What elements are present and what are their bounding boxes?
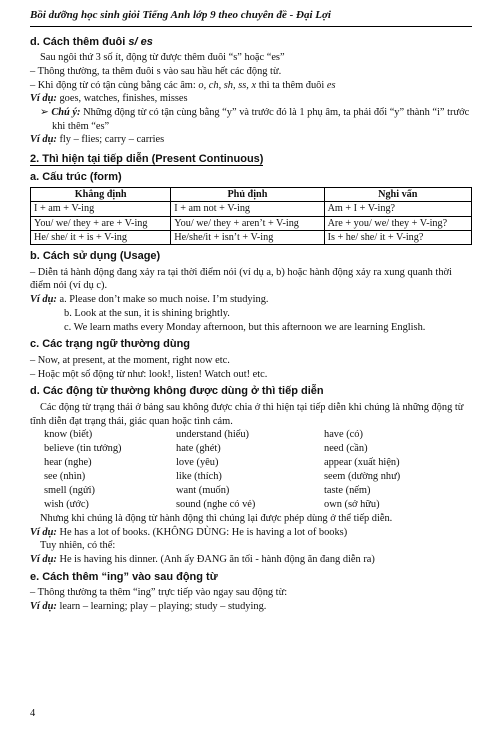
table-row: You/ we/ they + are + V-ing You/ we/ they + aren’t + V-ing Are + you/ we/ they + V-ing? <box>31 216 472 230</box>
example-2: Ví dụ: fly – flies; carry – carries <box>30 134 165 146</box>
adverbs-line-1: – Now, at present, at the moment, right now etc. <box>30 354 230 366</box>
table-row: know (biết) understand (hiểu) have (có) <box>44 429 363 441</box>
section-2-title: 2. Thì hiện tại tiếp diễn (Present Continuous) <box>30 153 264 166</box>
section-d-intro: Sau ngôi thứ 3 số ít, động từ được thêm đuôi “s” hoặc “es” <box>40 52 285 64</box>
ing-title: e. Cách thêm “ing” vào sau động từ <box>30 570 218 583</box>
example-4: Ví dụ: He is having his dinner. (Anh ấy ĐANG ăn tối - hành động ăn đang diễn ra) <box>30 554 375 566</box>
table-row: smell (ngửi) want (muốn) taste (nếm) <box>44 485 371 497</box>
example-5: Ví dụ: learn – learning; play – playing; study – studying. <box>30 601 267 613</box>
stative-verbs-intro: Các động từ trạng thái ở bảng sau không được chia ở thì hiện tại tiếp diễn khi chúng là những động từ tĩnh diễn đạt trạng thái, giác quan hoặc tình cảm. <box>30 401 464 427</box>
adverbs-line-2: – Hoặc một số động từ như: look!, listen! Watch out! etc. <box>30 368 268 380</box>
form-title: a. Cấu trúc (form) <box>30 170 122 183</box>
usage-example-a: Ví dụ: a. Please don’t make so much noise. I’m studying. <box>30 294 269 306</box>
arrow-icon: ➢ <box>40 106 52 118</box>
adverbs-title: c. Các trạng ngữ thường dùng <box>30 338 191 351</box>
stative-verbs-table <box>44 428 400 512</box>
section-d-title: d. Cách thêm đuôi s/ es <box>30 35 153 48</box>
stative-verbs-title: d. Các động từ thường không được dùng ở thì tiếp diễn <box>30 385 324 398</box>
table-row: wish (ước) sound (nghe có vẻ) own (sở hữu) <box>44 499 380 511</box>
usage-title: b. Cách sử dụng (Usage) <box>30 250 161 263</box>
section-d-rule-2: – Khi động từ có tận cùng bằng các âm: o, ch, sh, ss, x thì ta thêm đuôi es <box>30 79 336 91</box>
usage-example-c: c. We learn maths every Monday afternoon, but this afternoon we are learning English. <box>64 321 426 333</box>
table-row: hear (nghe) love (yêu) appear (xuất hiện) <box>44 457 400 469</box>
however-text: Tuy nhiên, có thể: <box>40 540 116 552</box>
table-row: I + am + V-ing I + am not + V-ing Am + I + V-ing? <box>31 202 472 216</box>
form-table <box>30 187 472 245</box>
usage-example-b: b. Look at the sun, it is shining brightly. <box>64 307 230 319</box>
usage-text: – Diễn tả hành động đang xảy ra tại thời điểm nói (ví dụ a, b) hoặc hành động xảy ra xung quanh thời điểm nói (ví dụ c). <box>30 266 452 292</box>
form-table-header: Khẳng định Phủ định Nghi vấn <box>31 188 472 202</box>
table-row: believe (tin tưởng) hate (ghét) need (cần) <box>44 443 368 455</box>
section-d-rule-1: – Thông thường, ta thêm đuôi s vào sau hầu hết các động từ. <box>30 65 282 77</box>
page-number: 4 <box>30 708 36 719</box>
ing-rule-1: – Thông thường ta thêm “ing” trực tiếp vào ngay sau động từ: <box>30 587 288 599</box>
stative-verbs-note: Nhưng khi chúng là động từ hành động thì chúng lại được phép dùng ở thể tiếp diễn. <box>40 512 393 524</box>
document-page <box>30 8 472 614</box>
note: ➢ Chú ý: Những động từ có tận cùng bằng “y” và trước đó là 1 phụ âm, ta phải đổi “y” thành “i” trước khi thêm “es” <box>40 106 470 132</box>
table-row: see (nhìn) like (thích) seem (dường như) <box>44 471 401 483</box>
example-3: Ví dụ: He has a lot of books. (KHÔNG DÙNG: He is having a lot of books) <box>30 526 348 538</box>
example-1: Ví dụ: goes, watches, finishes, misses <box>30 93 188 105</box>
page-header: Bồi dưỡng học sinh giỏi Tiếng Anh lớp 9 theo chuyên đề - Đại Lợi <box>30 8 472 27</box>
table-row: He/ she/ it + is + V-ing He/she/it + isn’t + V-ing Is + he/ she/ it + V-ing? <box>31 230 472 244</box>
